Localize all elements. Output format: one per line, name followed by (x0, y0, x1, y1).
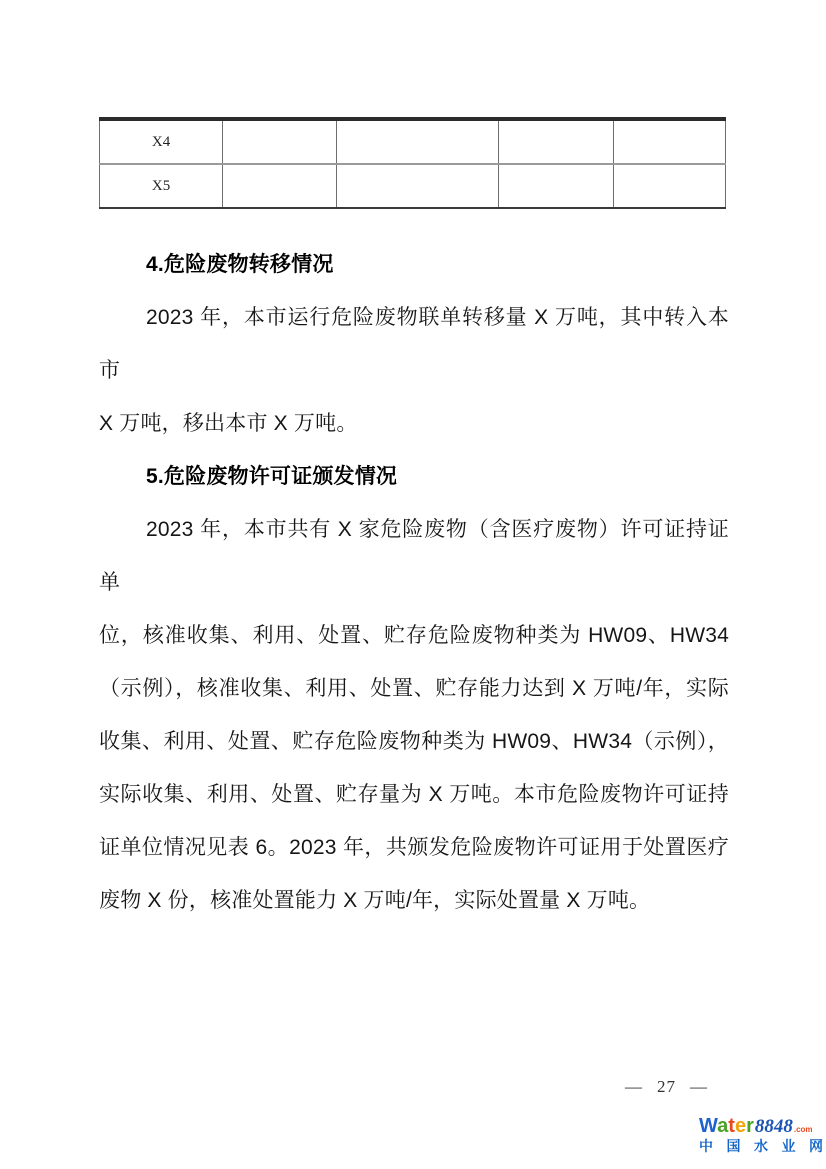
logo-subtitle: 中国水业网 (699, 1138, 823, 1154)
brand-letter: r (746, 1115, 754, 1137)
page-number-dash: — (625, 1077, 643, 1096)
logo-tld: .com (793, 1125, 813, 1134)
table-cell (613, 119, 725, 164)
table-cell: X4 (100, 119, 223, 164)
section-heading-5: 5.危险废物许可证颁发情况 (146, 465, 398, 488)
paragraph-line: 证单位情况见表 6。2023 年，共颁发危险废物许可证用于处置医疗 (99, 836, 729, 859)
table-cell (498, 119, 613, 164)
brand-letter: e (734, 1115, 747, 1137)
table-cell (337, 164, 498, 208)
page-number (611, 1077, 722, 1097)
paragraph-line: 实际收集、利用、处置、贮存量为 X 万吨。本市危险废物许可证持 (99, 783, 729, 806)
table-cell (223, 119, 337, 164)
table-cell (498, 164, 613, 208)
page-number-value: 27 (657, 1077, 676, 1096)
table-cell: X5 (100, 164, 223, 208)
paragraph-line: （示例），核准收集、利用、处置、贮存能力达到 X 万吨/年，实际 (99, 677, 729, 700)
brand-letter: a (717, 1115, 729, 1137)
section-heading-4: 4.危险废物转移情况 (146, 253, 334, 276)
watermark-logo (699, 1116, 823, 1153)
continuation-table (99, 117, 726, 209)
paragraph-line: 2023 年，本市共有 X 家危险废物（含医疗废物）许可证持证单 (99, 518, 729, 594)
brand-letter: t (728, 1115, 735, 1137)
paragraph-line: X 万吨，移出本市 X 万吨。 (99, 412, 358, 435)
logo-brand-line (699, 1116, 823, 1136)
table-cell (223, 164, 337, 208)
paragraph-line: 2023 年，本市运行危险废物联单转移量 X 万吨，其中转入本市 (99, 306, 729, 382)
paragraph-line: 收集、利用、处置、贮存危险废物种类为 HW09、HW34（示例）， (99, 730, 729, 753)
table-row (100, 119, 726, 164)
table-row (100, 164, 726, 208)
table-cell (613, 164, 725, 208)
body-text (99, 238, 729, 927)
paragraph-line: 废物 X 份，核准处置能力 X 万吨/年，实际处置量 X 万吨。 (99, 889, 651, 912)
paragraph-line: 位，核准收集、利用、处置、贮存危险废物种类为 HW09、HW34 (99, 624, 729, 647)
page-number-dash: — (690, 1077, 708, 1096)
logo-brand-word (699, 1116, 754, 1136)
logo-number: 8848 (754, 1116, 793, 1137)
brand-letter: W (699, 1115, 718, 1137)
table-cell (337, 119, 498, 164)
